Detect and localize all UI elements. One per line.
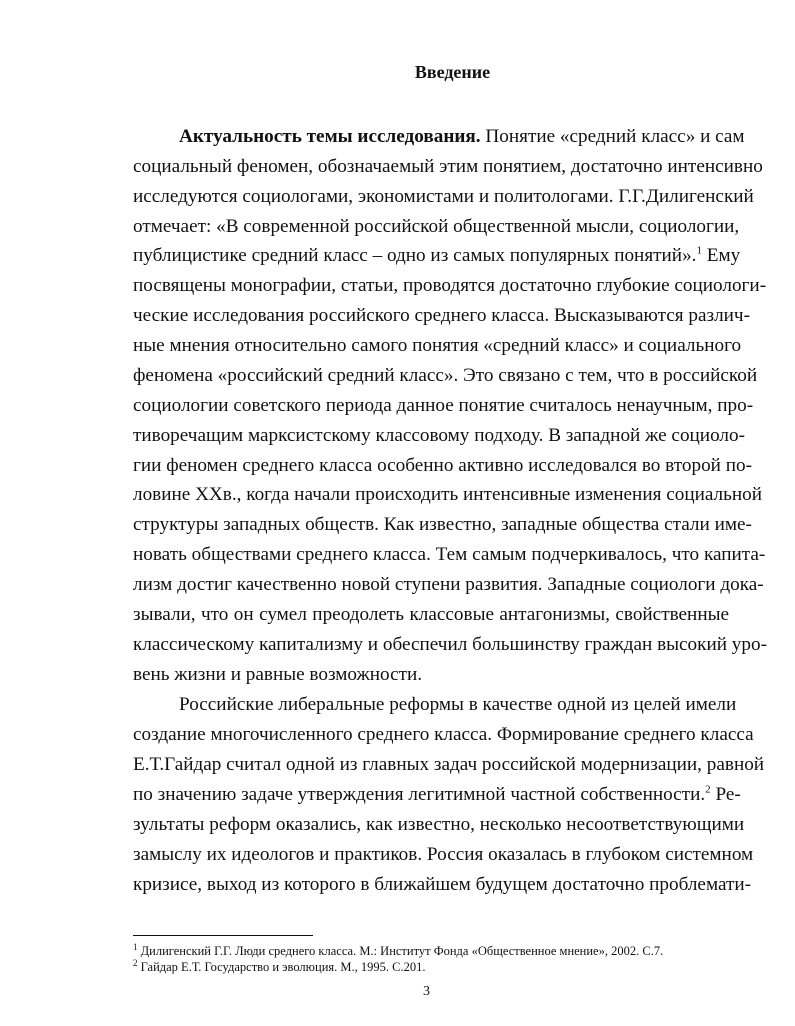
- text-span: публицистике средний класс – одно из самых популярных понятий».: [133, 245, 697, 266]
- text-line: [133, 783, 741, 807]
- text-line: [179, 125, 745, 149]
- footnote-number: 1: [133, 941, 138, 952]
- text-line: исследуются социологами, экономистами и политологами. Г.Г.Дилигенский: [133, 186, 754, 207]
- text-line: Е.Т.Гайдар считал одной из главных задач российской модернизации, равной: [133, 754, 765, 775]
- text-line: зультаты реформ оказались, как известно, несколько несоответствующими: [133, 814, 745, 835]
- text-line: феномена «российский средний класс». Это связано с тем, что в российской: [133, 365, 758, 386]
- text-span: Ре-: [710, 784, 741, 805]
- text-line: социологии советского периода данное понятие считалось ненаучным, про-: [133, 395, 754, 416]
- text-line: структуры западных обществ. Как известно, западные общества стали име-: [133, 514, 752, 535]
- text-span: по значению задаче утверждения легитимной частной собственности.: [133, 784, 706, 805]
- text-line: тиворечащим марксистскому классовому подходу. В западной же социоло-: [133, 425, 745, 446]
- footnote-ref: 1: [696, 244, 702, 257]
- text-line: кризисе, выход из которого в ближайшем будущем достаточно проблемати-: [133, 874, 752, 895]
- footnote-text: Гайдар Е.Т. Государство и эволюция. М., 1995. С.201.: [140, 960, 426, 974]
- text-line: классическому капитализму и обеспечил большинству граждан высокий уро-: [133, 634, 767, 655]
- text-line: Российские либеральные реформы в качестве одной из целей имели: [179, 694, 737, 715]
- text-line: ловине ХХв., когда начали происходить интенсивные изменения социальной: [133, 484, 763, 505]
- text-line: посвящены монографии, статьи, проводятся достаточно глубокие социологи-: [133, 275, 767, 296]
- footnote-number: 2: [133, 957, 138, 968]
- text-line: гии феномен среднего класса особенно активно исследовался во второй по-: [133, 455, 752, 476]
- page-number: 3: [423, 984, 430, 999]
- section-lead: Актуальность темы исследования.: [179, 126, 481, 147]
- footnote-ref: 2: [705, 783, 711, 796]
- footnote: [133, 959, 425, 975]
- text-line: социальный феномен, обозначаемый этим понятием, достаточно интенсивно: [133, 156, 763, 177]
- text-line: создание многочисленного среднего класса. Формирование среднего класса: [133, 724, 754, 745]
- text-span: Понятие «средний класс» и сам: [480, 126, 745, 147]
- footnote: [133, 943, 663, 959]
- text-line: отмечает: «В современной российской общественной мысли, социологии,: [133, 216, 740, 237]
- text-line: [133, 244, 741, 268]
- footnote-divider: [133, 935, 313, 936]
- text-line: ческие исследования российского среднего класса. Высказываются различ-: [133, 305, 750, 326]
- text-line: новать обществами среднего класса. Тем самым подчеркивалось, что капита-: [133, 544, 766, 565]
- footnote-text: Дилигенский Г.Г. Люди среднего класса. М.: Институт Фонда «Общественное мнение», 2002. С.7.: [140, 944, 664, 958]
- text-line: замыслу их идеологов и практиков. Россия оказалась в глубоком системном: [133, 844, 754, 865]
- page-title: Введение: [414, 62, 491, 82]
- text-line: вень жизни и равные возможности.: [133, 664, 423, 685]
- text-span: Ему: [701, 245, 741, 266]
- text-line: ные мнения относительно самого понятия «средний класс» и социального: [133, 335, 742, 356]
- text-line: зывали, что он сумел преодолеть классовые антагонизмы, свойственные: [133, 604, 729, 625]
- text-line: лизм достиг качественно новой ступени развития. Западные социологи дока-: [133, 574, 764, 595]
